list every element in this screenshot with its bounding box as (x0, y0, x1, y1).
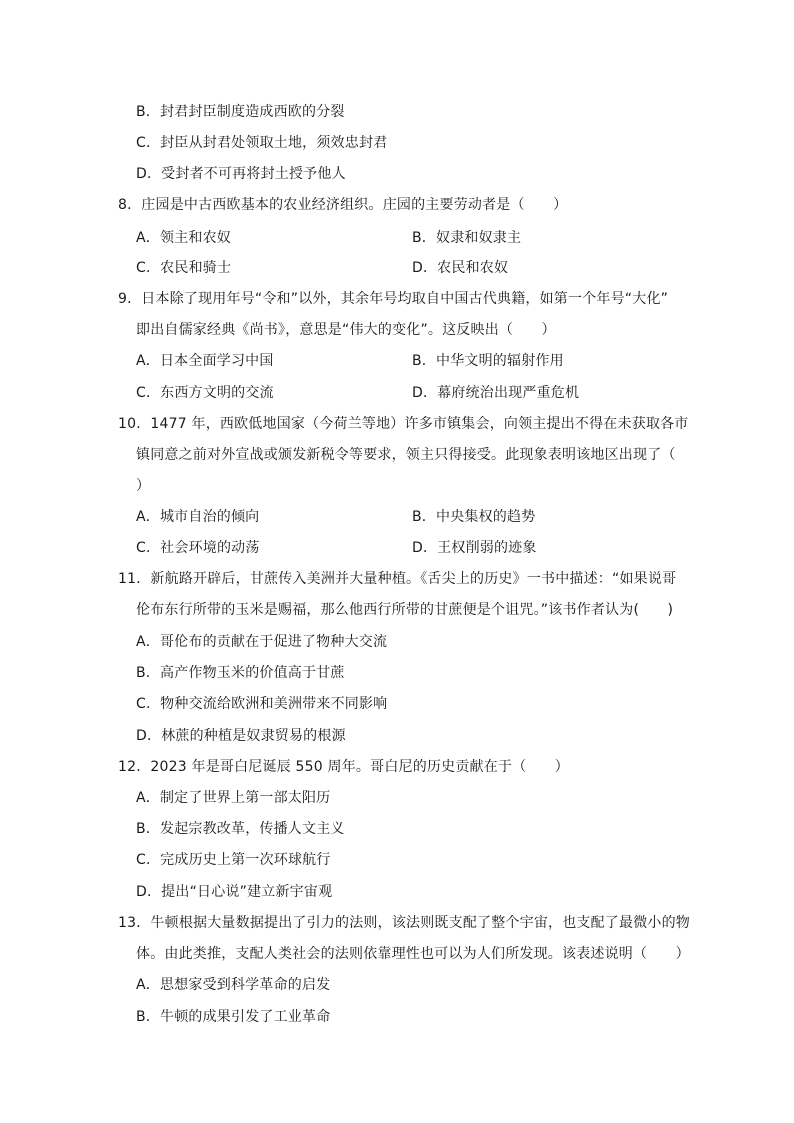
q12-stem: 12．2023 年是哥白尼诞辰 550 周年。哥白尼的历史贡献在于（ ） (118, 759, 569, 775)
q13-stem-line-1: 13．牛顿根据大量数据提出了引力的法则，该法则既支配了整个宇宙，也支配了最微小的物 (118, 915, 691, 931)
q11-option-b: B．高产作物玉米的价值高于甘蔗 (136, 665, 345, 681)
q7-option-c: C．封臣从封君处领取土地，须效忠封君 (136, 135, 388, 151)
q11-option-c: C．物种交流给欧洲和美洲带来不同影响 (136, 696, 388, 712)
q10-option-c: C．社会环境的动荡 (136, 540, 260, 556)
q12-option-c: C．完成历史上第一次环球航行 (136, 852, 331, 868)
q8-option-b: B．奴隶和奴隶主 (412, 230, 522, 246)
q10-stem-line-3: ） (136, 478, 151, 494)
q12-option-b: B．发起宗教改革，传播人文主义 (136, 821, 345, 837)
q13-option-b: B．牛顿的成果引发了工业革命 (136, 1009, 331, 1025)
q8-option-c: C．农民和骑士 (136, 260, 232, 276)
q9-stem-line-2: 即出自儒家经典《尚书》，意思是“伟大的变化”。这反映出（ ） (136, 322, 556, 338)
q10-option-b: B．中央集权的趋势 (412, 509, 536, 525)
q7-option-b: B．封君封臣制度造成西欧的分裂 (136, 104, 345, 120)
q8-option-a: A．领主和农奴 (136, 230, 231, 246)
q12-option-d: D．提出“日心说”建立新宇宙观 (136, 884, 333, 900)
q9-option-b: B．中华文明的辐射作用 (412, 353, 564, 369)
q11-option-a: A．哥伦布的贡献在于促进了物种大交流 (136, 634, 388, 650)
q11-stem-line-1: 11．新航路开辟后，甘蔗传入美洲并大量种植。《舌尖上的历史》一书中描述：“如果说哥 (118, 571, 677, 587)
q7-option-d: D．受封者不可再将封土授予他人 (136, 166, 346, 182)
q10-option-a: A．城市自治的倾向 (136, 509, 260, 525)
q9-option-c: C．东西方文明的交流 (136, 385, 274, 401)
q8-option-d: D．农民和农奴 (412, 260, 509, 276)
q13-option-a: A．思想家受到科学革命的启发 (136, 977, 331, 993)
q9-option-a: A．日本全面学习中国 (136, 353, 274, 369)
q11-stem-line-2: 伦布东行所带的玉米是赐福，那么他西行所带的甘蔗便是个诅咒。”该书作者认为( ) (136, 602, 674, 618)
q10-option-d: D．王权削弱的迹象 (412, 540, 537, 556)
q10-stem-line-1: 10．1477 年，西欧低地国家（今荷兰等地）许多市镇集会，向领主提出不得在未获取各市 (118, 416, 689, 432)
q9-stem-line-1: 9．日本除了现用年号“令和”以外，其余年号均取自中国古代典籍，如第一个年号“大化” (118, 291, 669, 307)
q13-stem-line-2: 体。由此类推，支配人类社会的法则依靠理性也可以为人们所发现。该表述说明（ ） (136, 946, 690, 962)
q11-option-d: D．林蔗的种植是奴隶贸易的根源 (136, 728, 346, 744)
q12-option-a: A．制定了世界上第一部太阳历 (136, 790, 331, 806)
q8-stem: 8．庄园是中古西欧基本的农业经济组织。庄园的主要劳动者是（ ） (118, 197, 568, 213)
q9-option-d: D．幕府统治出现严重危机 (412, 385, 580, 401)
q10-stem-line-2: 镇同意之前对外宣战或颁发新税令等要求，领主只得接受。此现象表明该地区出现了（ (136, 447, 676, 463)
